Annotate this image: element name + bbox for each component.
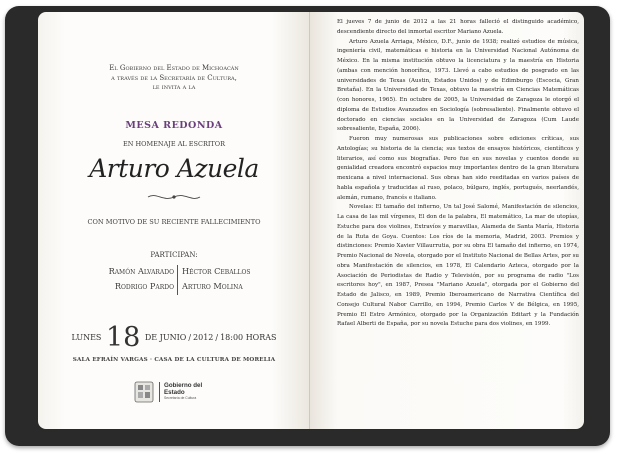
event-venue: SALA EFRAÍN VARGAS · CASA DE LA CULTURA DE MORELIA bbox=[72, 357, 276, 363]
participants-divider bbox=[177, 265, 178, 295]
participant-name: Rodrigo Pardo bbox=[114, 281, 174, 291]
date-day: 18 bbox=[105, 322, 141, 353]
flourish-ornament bbox=[146, 190, 202, 204]
participants-heading: PARTICIPAN: bbox=[150, 251, 198, 259]
homage-line: EN HOMENAJE AL ESCRITOR bbox=[123, 140, 225, 148]
logo-line: Estado bbox=[164, 389, 185, 396]
participant-name: Arturo Molina bbox=[182, 281, 243, 291]
bio-paragraph: El jueves 7 de junio de 2012 a las 21 horas falleció el distinguido académico, descendiente directo del inmortal escritor Mariano Azuela. bbox=[337, 19, 579, 35]
date-time: 18:00 HORAS bbox=[220, 333, 277, 342]
participant-name: Ramón Alvarado bbox=[108, 266, 174, 276]
state-seal-icon bbox=[134, 381, 154, 403]
biography-text bbox=[337, 18, 579, 330]
government-logo bbox=[134, 381, 214, 405]
bio-paragraph: Novelas: El tamaño del infierno, Un tal José Salomé, Manifestación de silencios, La casa de las mil vírgenes, El don de la palabra, El matemático, La mar de utopías, Estuche para dos violines, Extravíos y maravillas, Alameda de Santa María, Historia de la Ruta de Goya. Cuentos: Los ríos de la memoria, Madrid, 2003. Premios y distinciones: Premio Xavier Villaurrutia, por su obra El tamaño del infierno, en 1974, Premio Nacional de Novela, otorgado por el Instituto Nacional de Bellas Artes, por su obra Manifestación de silencios, en 1978, El Calendario Azteca, otorgado por la Asociación de Periodistas de Radio y Televisión, por su programa de radio "Los escritores hoy", en 1987, Presea "Mariano Azuela", otorgada por el Gobierno del Estado de Jalisco, en 1989, Premio Iberoamericano de Narrativa Científica del Consejo Cultural Nabor Carrillo, en 1994, Premio Carlos V de Bélgica, en 1995, Premio El Estro Armónico, otorgado por la Organización Editart y la Fundación Rafael Alberti de España, por su novela Estuche para dos violines, en 1999. bbox=[337, 204, 579, 328]
logo-subline: Secretaría de Cultura bbox=[164, 396, 197, 400]
participants-list bbox=[78, 264, 278, 294]
intro-line: El Gobierno del Estado de Michoacán bbox=[109, 64, 239, 72]
participants-column-right bbox=[182, 264, 251, 294]
event-date: LUNES 18 DE JUNIO / 2012 / 18:00 HORAS bbox=[71, 322, 277, 353]
intro-line: a través de la Secretaría de Cultura, bbox=[111, 73, 237, 82]
logo-line: Gobierno del bbox=[164, 382, 203, 389]
left-page bbox=[38, 12, 310, 429]
participants-column-left bbox=[109, 264, 174, 294]
intro-line: le invita a la bbox=[152, 83, 196, 92]
writer-name: Arturo Azuela bbox=[89, 154, 259, 183]
bio-paragraph: Fueron muy numerosas sus publicaciones sobre ediciones críticas, sus Antologías; su historia de la ciencia; sus textos de ensayos históricos, científicos y literarios, así como sus biografías. Pero fue en sus novelas y cuentos donde su genialidad creadora encontró espacios muy importantes dentro de la gran literatura mexicana a nivel internacional. Sus obras han sido reeditadas en varios países de habla española y traducidas al ruso, polaco, búlgaro, inglés, portugués, neerlandés, alemán, rumano, francés e italiano. bbox=[337, 136, 579, 201]
invitation-intro bbox=[38, 64, 310, 93]
bio-paragraph: Arturo Azuela Arriaga, México, D.F., junio de 1938; realizó estudios de música, ingeniería civil, matemáticas e historia en la Universidad Nacional Autónoma de México. En la misma institución obtuvo la licenciatura y la maestría en Historia (ambas con mención honorífica, 1973. Llevó a cabo estudios de posgrado en las universidades de Texas (Austin, Estados Unidos) y de Edimburgo (Escocia, Gran Bretaña). En la Universidad de Texas, obtuvo la maestría en Ciencias Matemáticas (con honores, 1965). En octubre de 2005, la Universidad de Zaragoza le otorgó el diploma de Estudios Avanzados en Sociología (sobresaliente). Finalmente obtuvo el doctorado en ciencias sociales en la Universidad de Zaragoza (Cum Laude sobresaliente, España, 2006). bbox=[337, 38, 579, 133]
logo-divider bbox=[159, 382, 160, 402]
date-month: DE JUNIO bbox=[144, 333, 187, 342]
date-year: 2012 bbox=[193, 333, 214, 342]
motive-line: CON MOTIVO DE SU RECIENTE FALLECIMIENTO bbox=[87, 218, 261, 226]
event-title: MESA REDONDA bbox=[125, 120, 223, 131]
participant-name: Héctor Ceballos bbox=[182, 266, 251, 276]
date-weekday: LUNES bbox=[71, 333, 102, 342]
